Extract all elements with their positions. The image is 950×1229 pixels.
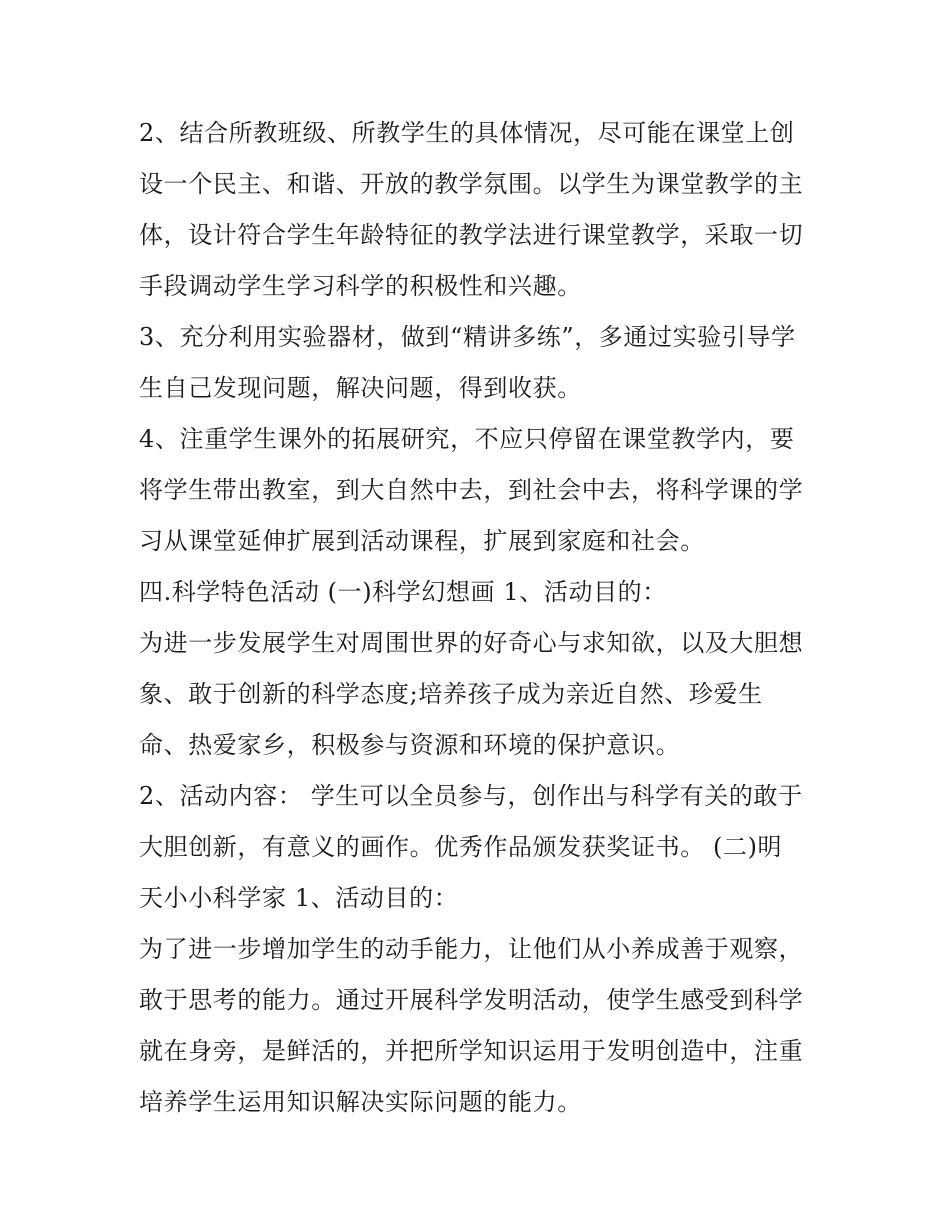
text-line: 就在身旁，是鲜活的，并把所学知识运用于发明创造中，注重 <box>139 1037 804 1065</box>
text-line: 敢于思考的能力。通过开展科学发明活动，使学生感受到科学 <box>139 986 804 1014</box>
text-line: 培养学生运用知识解决实际问题的能力。 <box>139 1088 582 1116</box>
text-line: 大胆创新，有意义的画作。优秀作品颁发获奖证书。 (二)明 <box>139 833 783 861</box>
text-line: 象、敢于创新的科学态度;培养孩子成为亲近自然、珍爱生 <box>139 680 763 708</box>
text-line: 为进一步发展学生对周围世界的好奇心与求知欲，以及大胆想 <box>139 629 804 657</box>
text-line: 将学生带出教室，到大自然中去，到社会中去，将科学课的学 <box>139 476 804 504</box>
body-text <box>139 108 839 1128</box>
text-line: 3、充分利用实验器材，做到“精讲多练”，多通过实验引导学 <box>139 323 796 351</box>
text-line: 命、热爱家乡，积极参与资源和环境的保护意识。 <box>139 731 681 759</box>
text-line: 习从课堂延伸扩展到活动课程，扩展到家庭和社会。 <box>139 527 705 555</box>
text-line: 体，设计符合学生年龄特征的教学法进行课堂教学，采取一切 <box>139 221 804 249</box>
text-line: 生自己发现问题，解决问题，得到收获。 <box>139 374 582 402</box>
text-line: 2、结合所教班级、所教学生的具体情况，尽可能在课堂上创 <box>139 119 795 147</box>
text-line: 设一个民主、和谐、开放的教学氛围。以学生为课堂教学的主 <box>139 170 804 198</box>
section-heading: 四.科学特色活动 (一)科学幻想画 1、活动目的： <box>139 578 667 606</box>
text-line: 手段调动学生学习科学的积极性和兴趣。 <box>139 272 582 300</box>
text-line: 为了进一步增加学生的动手能力，让他们从小养成善于观察， <box>139 935 804 963</box>
text-line: 2、活动内容： 学生可以全员参与，创作出与科学有关的敢于 <box>139 782 803 810</box>
text-line: 天小小科学家 1、活动目的： <box>139 884 459 912</box>
text-line: 4、注重学生课外的拓展研究，不应只停留在课堂教学内，要 <box>139 425 795 453</box>
